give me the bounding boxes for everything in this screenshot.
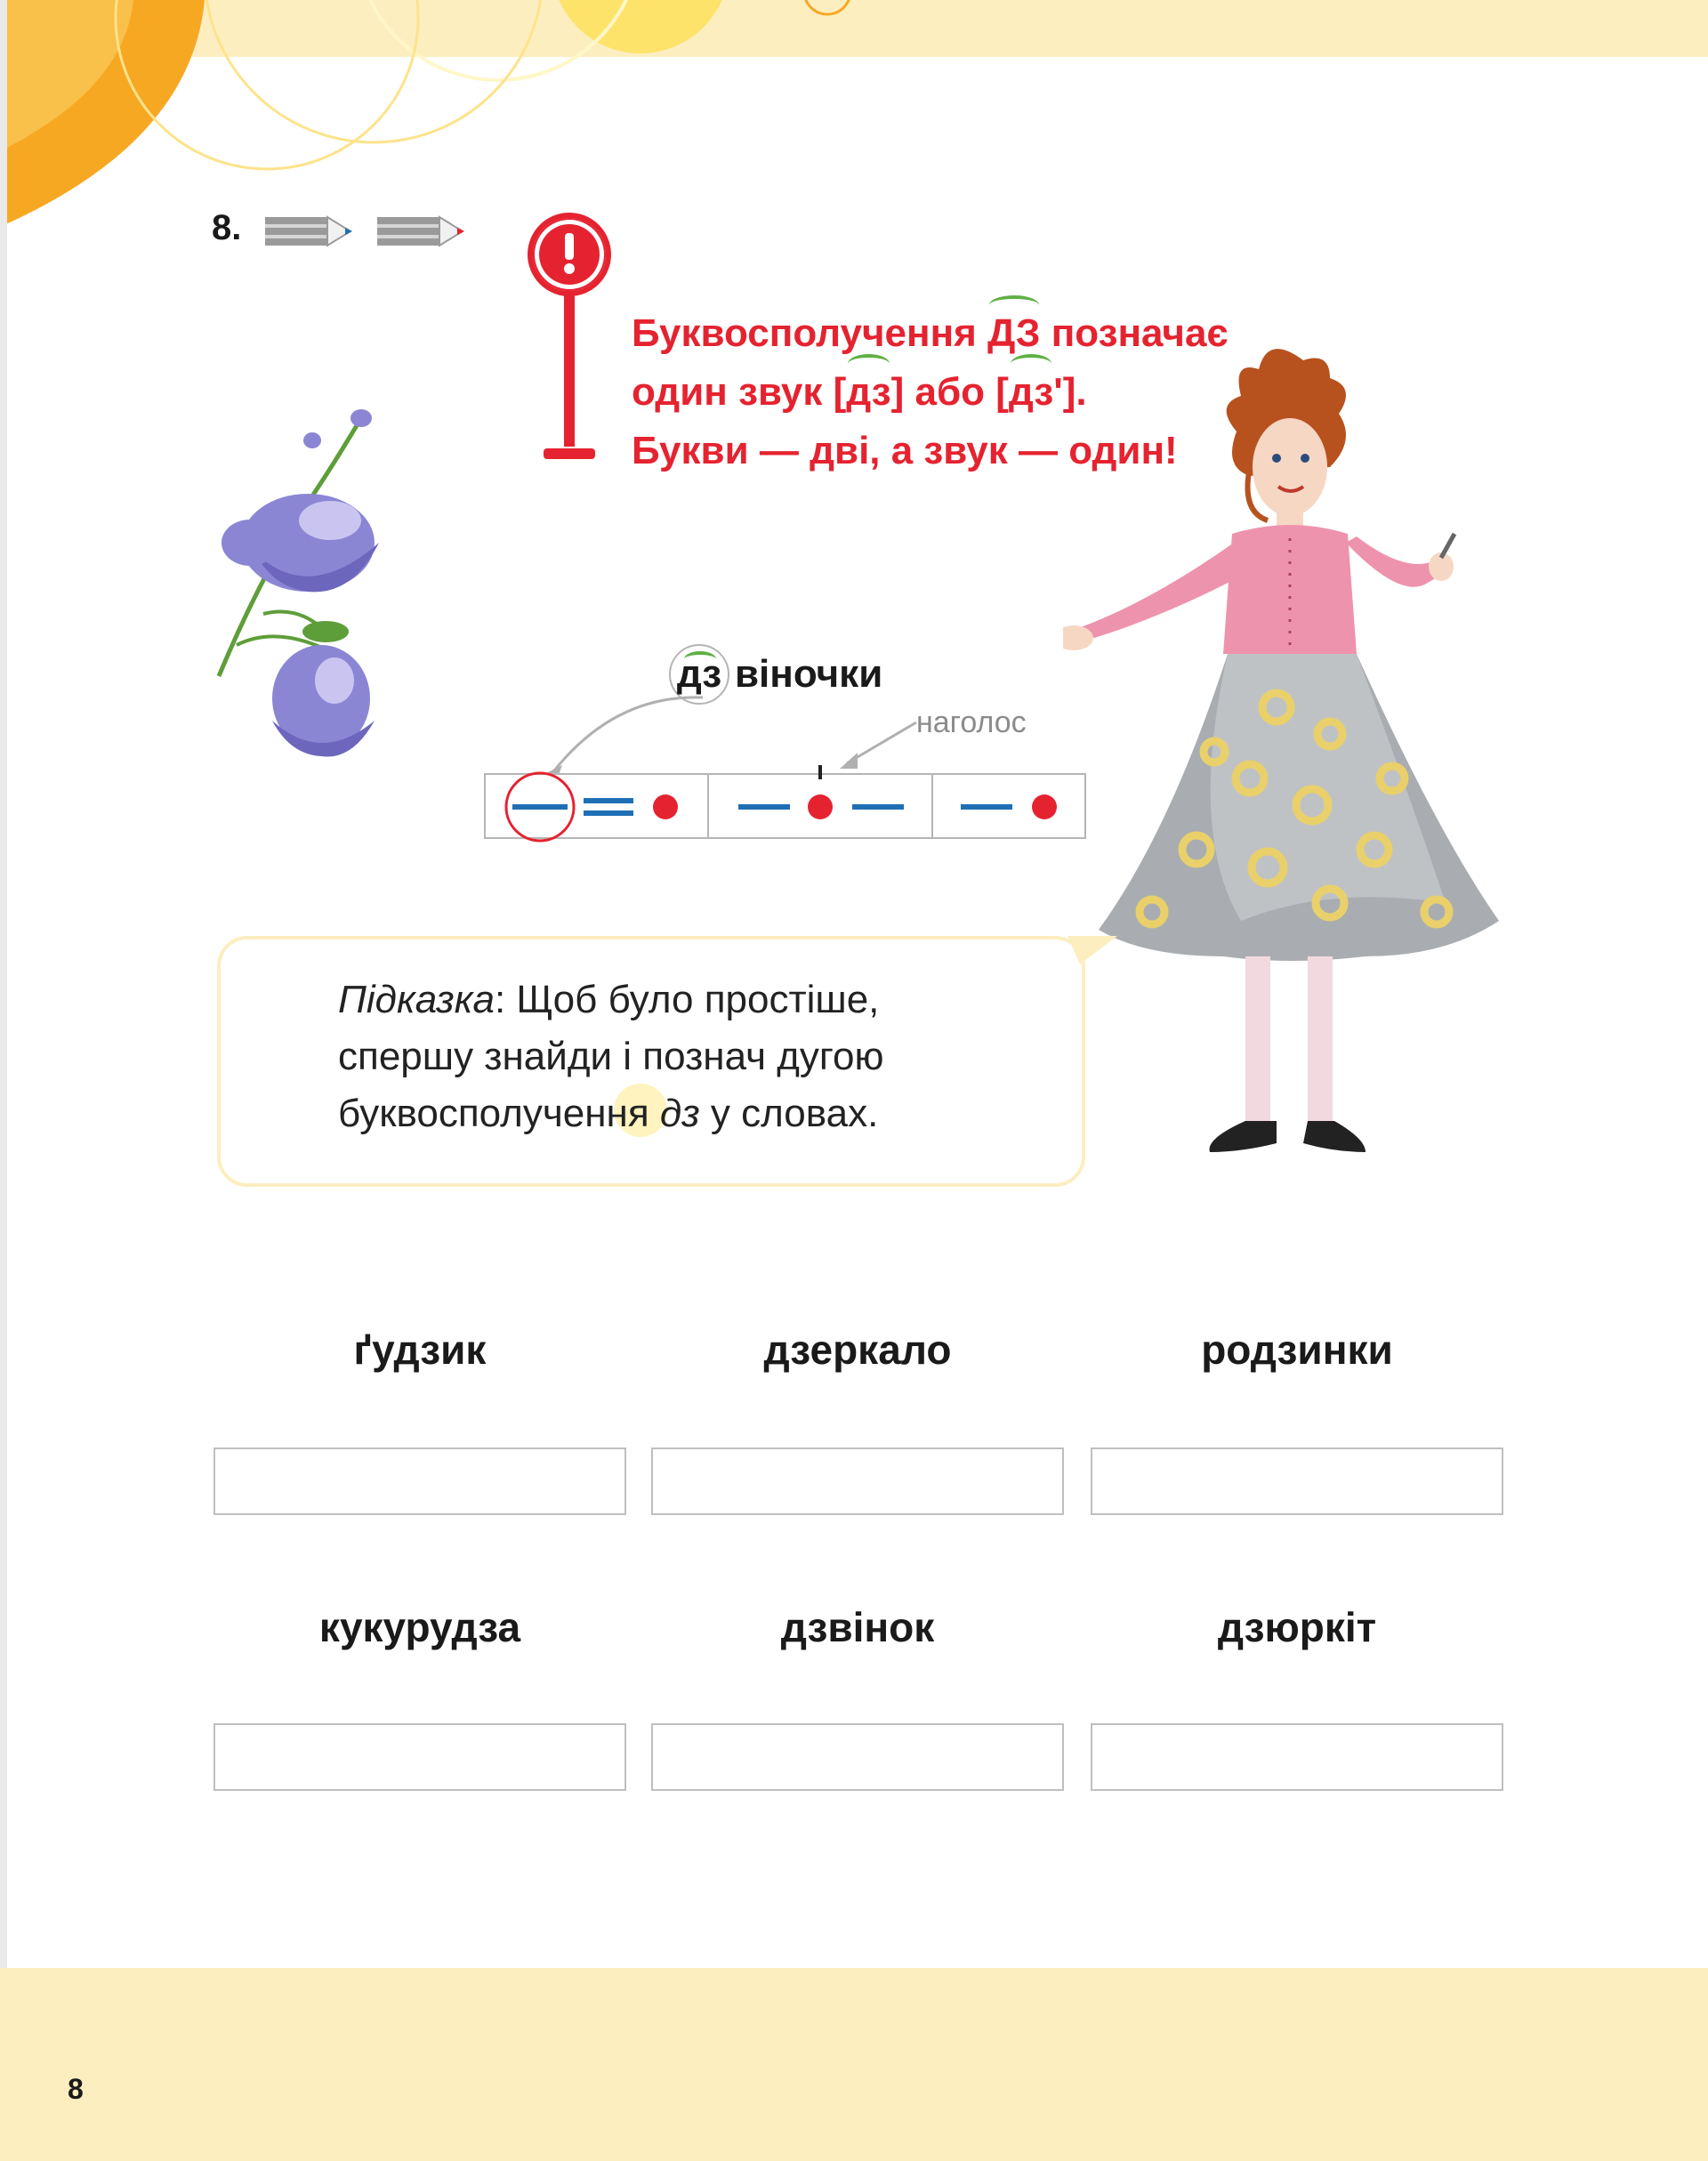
rule-dz-arc: ДЗ (987, 304, 1040, 363)
answer-field[interactable] (651, 1447, 1064, 1515)
hint-label: Підказка (338, 978, 495, 1021)
hint-line-2: спершу знайди і познач дугою (338, 1035, 884, 1078)
answer-field[interactable] (214, 1723, 626, 1791)
attention-sign-icon (520, 210, 618, 468)
hint-bubble-tail (1068, 932, 1121, 968)
example-dz-circle: дз (669, 644, 729, 705)
vowel-mark (653, 794, 678, 819)
word-label: дзюркіт (1217, 1604, 1377, 1650)
answer-field[interactable] (1091, 1447, 1503, 1515)
bottom-decor-band (0, 1968, 1708, 2161)
word-label: дзвінок (780, 1604, 935, 1650)
answer-field[interactable] (1091, 1723, 1503, 1791)
word-label: дзеркало (763, 1326, 952, 1373)
bellflower-illustration (210, 391, 441, 783)
arrow-head (840, 753, 858, 769)
vowel-mark (1032, 794, 1057, 819)
word-label: родзинки (1201, 1326, 1393, 1373)
pointer-arrow (552, 697, 703, 774)
pencil-icon (375, 212, 468, 251)
rule-line-3: Букви — дві, а звук — один! (632, 429, 1178, 472)
rule-line-1: Буквосполучення ДЗ позначає (632, 304, 1229, 363)
word-label: ґудзик (353, 1326, 487, 1373)
hint-line-1: Підказка: Щоб було простіше, (338, 978, 880, 1021)
sound-scheme (480, 676, 1103, 854)
task-number: 8. (212, 208, 242, 247)
word-label: кукурудза (318, 1604, 521, 1650)
sun-decoration (0, 0, 979, 231)
pencil-icon (263, 212, 356, 251)
answer-field[interactable] (214, 1447, 626, 1515)
rule-line-2: один звук [дз] або [дз']. (632, 363, 1229, 422)
answer-field[interactable] (651, 1723, 1064, 1791)
hint-line-3: буквосполучення дз у словах. (338, 1092, 879, 1135)
example-word: дз віночки (669, 644, 882, 705)
page-number: 8 (68, 2073, 84, 2105)
rule-dz-arc: дз (1009, 363, 1053, 422)
page-edge (0, 0, 7, 2161)
teacher-illustration (1063, 334, 1526, 1205)
hint-text (338, 972, 883, 1142)
vowel-mark (808, 794, 833, 819)
rule-dz-arc: дз (846, 363, 890, 422)
stress-label: наголос (916, 706, 1027, 739)
